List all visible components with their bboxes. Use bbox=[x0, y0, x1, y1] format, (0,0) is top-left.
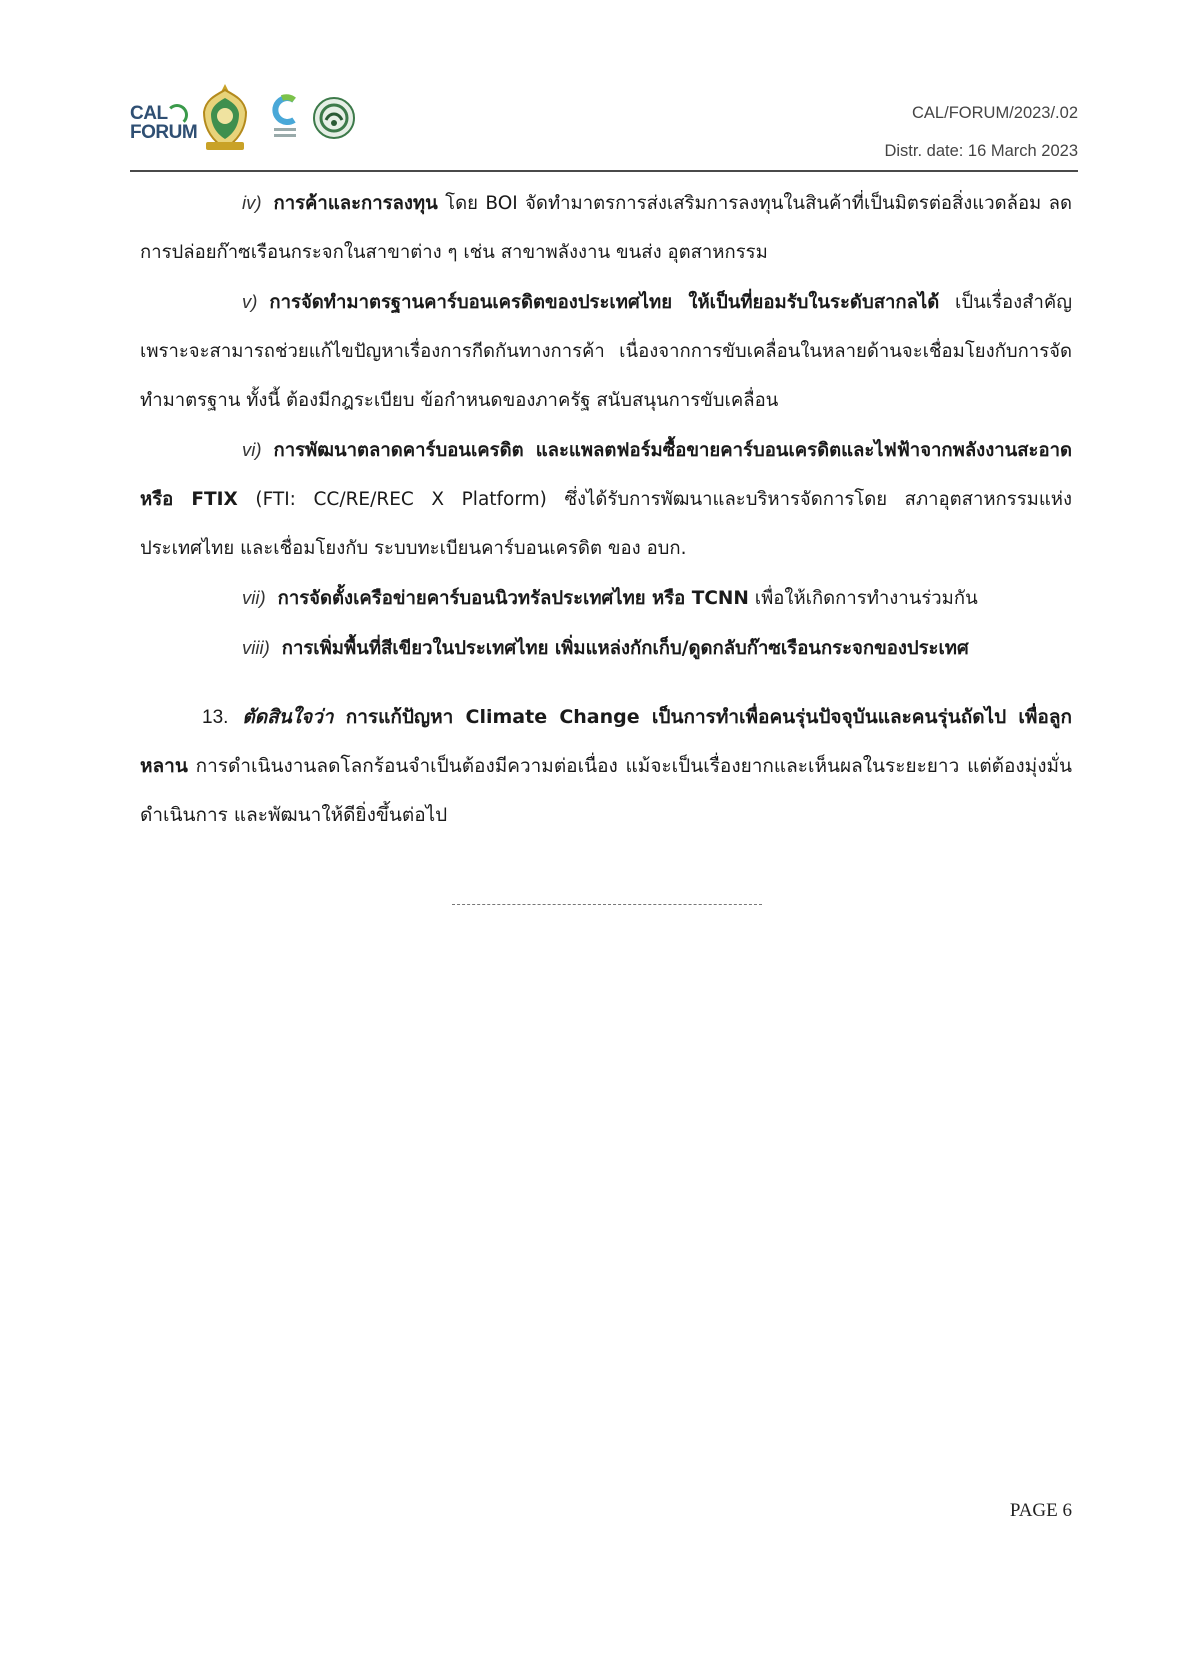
cal-forum-logo-text: CAL FORUM bbox=[130, 103, 198, 143]
item-iv bbox=[140, 178, 1072, 277]
document-header bbox=[130, 78, 1078, 170]
document-body bbox=[140, 178, 1072, 840]
carbon-c-logo bbox=[268, 90, 302, 146]
item-viii bbox=[140, 623, 1072, 673]
item-viii-heading: การเพิ่มพื้นที่สีเขียวในประเทศไทย เพิ่มแหล่งกักเก็บ/ดูดกลับก๊าซเรือนกระจกของประเทศ bbox=[281, 638, 969, 659]
paragraph-13-heading: การแก้ปัญหา Climate Change เป็นการทำเพื่อคนรุ่นปัจจุบันและคนรุ่นถัดไป เพื่อลูกหลาน bbox=[140, 706, 1072, 777]
item-v-heading: การจัดทำมาตรฐานคาร์บอนเครดิตของประเทศไทย ให้เป็นที่ยอมรับในระดับสากลได้ bbox=[269, 292, 940, 313]
page-number: PAGE 6 bbox=[1009, 1500, 1072, 1521]
paragraph-13-number: 13. bbox=[202, 707, 229, 728]
logo-strip bbox=[130, 78, 356, 158]
item-v-numeral: v) bbox=[242, 291, 258, 312]
item-vi bbox=[140, 425, 1072, 573]
item-vii-numeral: vii) bbox=[242, 587, 266, 608]
cal-forum-logo bbox=[130, 88, 198, 148]
item-vi-numeral: vi) bbox=[242, 439, 262, 460]
item-vii-body: เพื่อให้เกิดการทำงานร่วมกัน bbox=[748, 588, 978, 609]
item-iv-numeral: iv) bbox=[242, 192, 262, 213]
end-of-section-divider bbox=[452, 904, 762, 905]
document-reference: CAL/FORUM/2023/.02 bbox=[912, 104, 1078, 122]
item-vii bbox=[140, 573, 1072, 623]
paragraph-13-decided: ตัดสินใจว่า bbox=[242, 706, 334, 728]
item-vi-heading: การพัฒนาตลาดคาร์บอนเครดิต และแพลตฟอร์มซื้อขายคาร์บอนเครดิตและไฟฟ้าจากพลังงานสะอาด หรือ FTIX bbox=[140, 440, 1072, 510]
header-divider bbox=[130, 170, 1078, 172]
distribution-date: Distr. date: 16 March 2023 bbox=[884, 142, 1078, 160]
item-v bbox=[140, 277, 1072, 425]
document-meta bbox=[884, 94, 1078, 170]
item-v-body: เป็นเรื่องสำคัญ เพราะจะสามารถช่วยแก้ไขปัญหาเรื่องการกีดกันทางการค้า เนื่องจากการขับเคลื่อนในหลายด้านจะเชื่อมโยงกับการจัดทำมาตรฐาน ทั้งนี้ ต้องมีกฎระเบียบ ข้อกำหนดของภาครัฐ สนับสนุนการขับเคลื่อน bbox=[140, 292, 1072, 411]
item-iv-body: โดย BOI จัดทำมาตรการส่งเสริมการลงทุนในสินค้าที่เป็นมิตรต่อสิ่งแวดล้อม ลดการปล่อยก๊าซเรือนกระจกในสาขาต่าง ๆ เช่น สาขาพลังงาน ขนส่ง อุตสาหกรรม bbox=[140, 193, 1072, 263]
paragraph-13 bbox=[140, 693, 1072, 840]
item-viii-numeral: viii) bbox=[242, 637, 270, 658]
item-iv-heading: การค้าและการลงทุน bbox=[273, 193, 438, 214]
item-vii-heading: การจัดตั้งเครือข่ายคาร์บอนนิวทรัลประเทศไทย หรือ TCNN bbox=[277, 588, 749, 609]
paragraph-13-body: การดำเนินงานลดโลกร้อนจำเป็นต้องมีความต่อเนื่อง แม้จะเป็นเรื่องยากและเห็นผลในระยะยาว แต่ต้องมุ่งมั่นดำเนินการ และพัฒนาให้ดียิ่งขึ้นต่อไป bbox=[140, 755, 1072, 826]
government-seal-logo bbox=[196, 82, 254, 154]
item-vi-body: (FTI: CC/RE/REC X Platform) ซึ่งได้รับการพัฒนาและบริหารจัดการโดย สภาอุตสาหกรรมแห่งประเทศไทย และเชื่อมโยงกับ ระบบทะเบียนคาร์บอนเครดิต ของ อบก. bbox=[140, 489, 1072, 559]
round-emblem-logo bbox=[312, 96, 356, 140]
